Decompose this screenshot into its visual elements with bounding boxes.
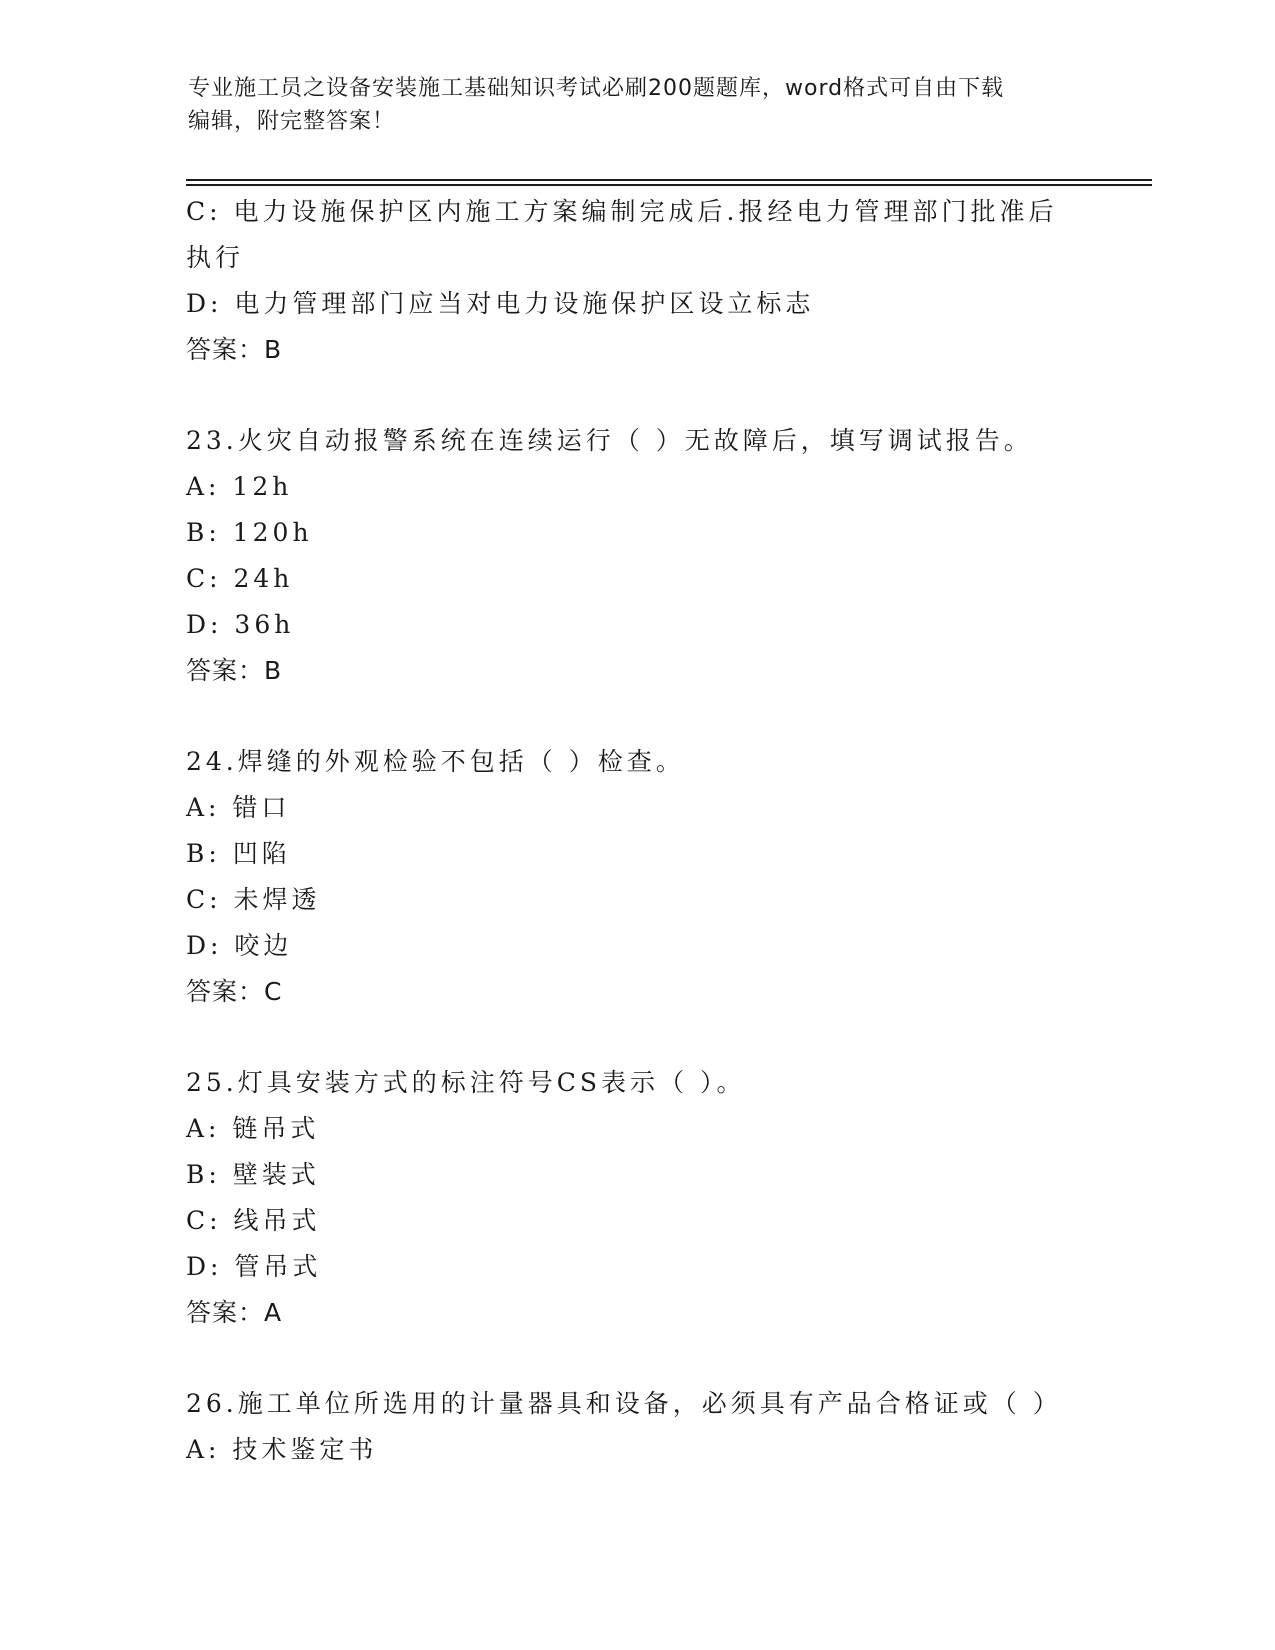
question-block-26 bbox=[186, 1381, 1086, 1473]
header-divider-top bbox=[186, 179, 1152, 181]
option-d: D: 36h bbox=[186, 610, 295, 639]
option-a: A: 错口 bbox=[186, 793, 291, 822]
option-a: A: 技术鉴定书 bbox=[186, 1435, 378, 1464]
question-stem: 24.焊缝的外观检验不包括（ ）检查。 bbox=[186, 747, 685, 776]
question-spacer bbox=[186, 1015, 1086, 1060]
question-spacer bbox=[186, 694, 1086, 739]
option-b: B: 凹陷 bbox=[186, 839, 291, 868]
question-block-24 bbox=[186, 739, 1086, 1015]
option-c: C: 24h bbox=[186, 564, 294, 593]
question-stem: 26.施工单位所选用的计量器具和设备，必须具有产品合格证或（ ） bbox=[186, 1389, 1062, 1418]
option-a: A: 链吊式 bbox=[186, 1114, 320, 1143]
option-c-line-1: C: 电力设施保护区内施工方案编制完成后.报经电力管理部门批准后 bbox=[186, 197, 1058, 226]
answer-line: 答案：A bbox=[186, 1298, 283, 1327]
header-title-line-2: 编辑，附完整答案！ bbox=[188, 109, 396, 134]
answer-line: 答案：B bbox=[186, 656, 283, 685]
question-content bbox=[186, 189, 1086, 1473]
question-stem: 23.火灾自动报警系统在连续运行（ ）无故障后，填写调试报告。 bbox=[186, 426, 1033, 455]
question-block-25 bbox=[186, 1060, 1086, 1336]
header-title-line-1: 专业施工员之设备安装施工基础知识考试必刷200题题库，word格式可自由下载 bbox=[188, 76, 1005, 101]
question-block-23 bbox=[186, 418, 1086, 694]
document-header bbox=[188, 72, 1068, 138]
option-d: D: 管吊式 bbox=[186, 1252, 322, 1281]
question-stem: 25.灯具安装方式的标注符号CS表示（ ）。 bbox=[186, 1068, 746, 1097]
answer-line: 答案：B bbox=[186, 335, 283, 364]
question-spacer bbox=[186, 1336, 1086, 1381]
option-d: D: 咬边 bbox=[186, 931, 293, 960]
answer-line: 答案：C bbox=[186, 977, 283, 1006]
option-c: C: 线吊式 bbox=[186, 1206, 321, 1235]
header-divider-bottom bbox=[186, 184, 1152, 186]
option-b: B: 壁装式 bbox=[186, 1160, 320, 1189]
option-d: D: 电力管理部门应当对电力设施保护区设立标志 bbox=[186, 289, 815, 318]
option-c-line-2: 执行 bbox=[186, 243, 245, 272]
option-b: B: 120h bbox=[186, 518, 313, 547]
question-block-continued bbox=[186, 189, 1086, 373]
option-a: A: 12h bbox=[186, 472, 293, 501]
question-spacer bbox=[186, 373, 1086, 418]
option-c: C: 未焊透 bbox=[186, 885, 321, 914]
